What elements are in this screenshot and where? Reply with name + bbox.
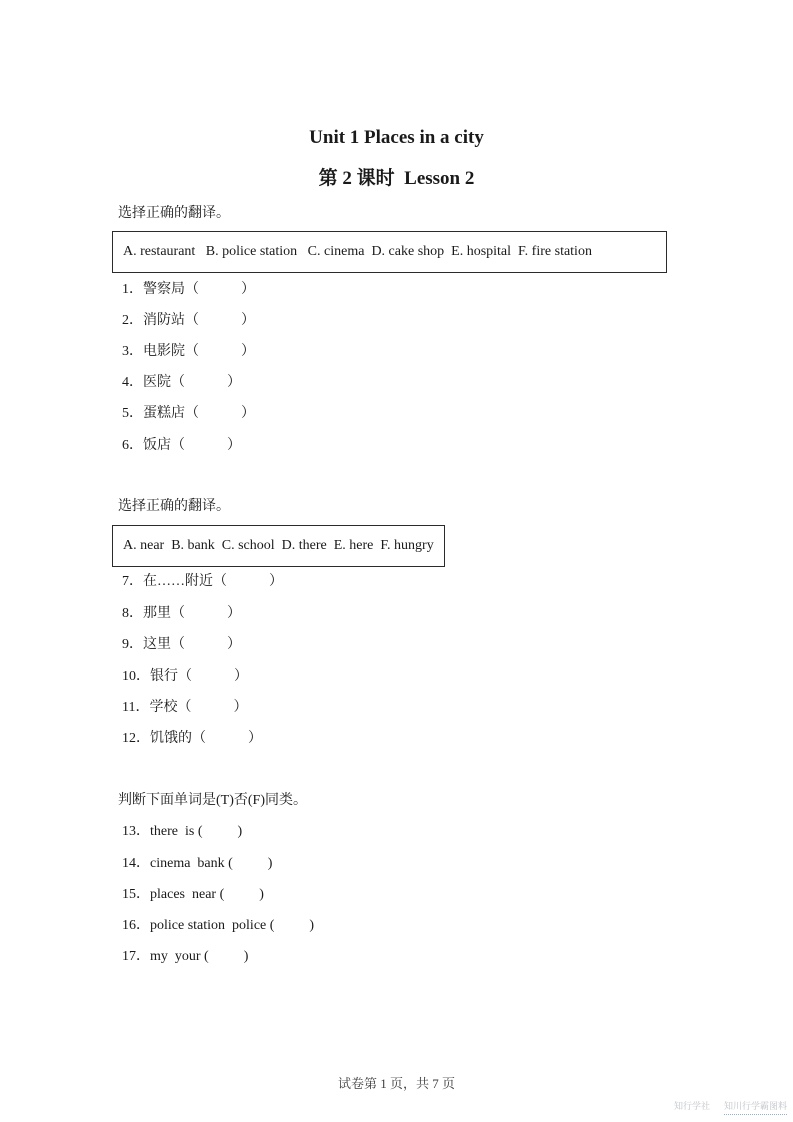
- section2-instruction: 选择正确的翻译。: [118, 499, 230, 514]
- watermark: [674, 1100, 787, 1115]
- section1-options-box: A. restaurant B. police station C. cinema D. cake shop E. hospital F. fire station: [112, 231, 667, 273]
- question-item-10: 10．银行（ ）: [122, 669, 248, 684]
- question-item-14: 14．cinema bank ( ): [122, 856, 273, 871]
- question-item-7: 7．在……附近（ ）: [122, 574, 283, 589]
- question-item-8: 8．那里（ ）: [122, 606, 241, 621]
- question-item-4: 4．医院（ ）: [122, 375, 241, 390]
- question-item-9: 9．这里（ ）: [122, 637, 241, 652]
- watermark-right: 知川行学霸图料: [724, 1100, 787, 1115]
- question-item-5: 5．蛋糕店（ ）: [122, 406, 255, 421]
- page-title: Unit 1 Places in a city: [309, 127, 484, 148]
- question-item-11: 11．学校（ ）: [122, 700, 248, 715]
- page-subtitle: 第 2 课时 Lesson 2: [318, 168, 475, 189]
- watermark-left: 知行学社: [673, 1101, 710, 1111]
- section3-instruction: 判断下面单词是(T)否(F)同类。: [118, 793, 307, 808]
- footer-page-number: 试卷第 1 页，共 7 页: [337, 1076, 455, 1091]
- question-item-16: 16．police station police ( ): [122, 918, 315, 933]
- question-item-17: 17．my your ( ): [122, 949, 249, 964]
- question-item-12: 12．饥饿的（ ）: [122, 731, 262, 746]
- question-item-13: 13．there is ( ): [122, 824, 243, 839]
- question-item-1: 1．警察局（ ）: [122, 282, 255, 297]
- question-item-15: 15．places near ( ): [122, 887, 264, 902]
- question-item-2: 2．消防站（ ）: [122, 313, 255, 328]
- question-item-3: 3．电影院（ ）: [122, 344, 255, 359]
- section2-options-box: A. near B. bank C. school D. there E. here F. hungry: [112, 525, 445, 567]
- section1-instruction: 选择正确的翻译。: [118, 206, 230, 221]
- question-item-6: 6．饭店（ ）: [122, 438, 241, 453]
